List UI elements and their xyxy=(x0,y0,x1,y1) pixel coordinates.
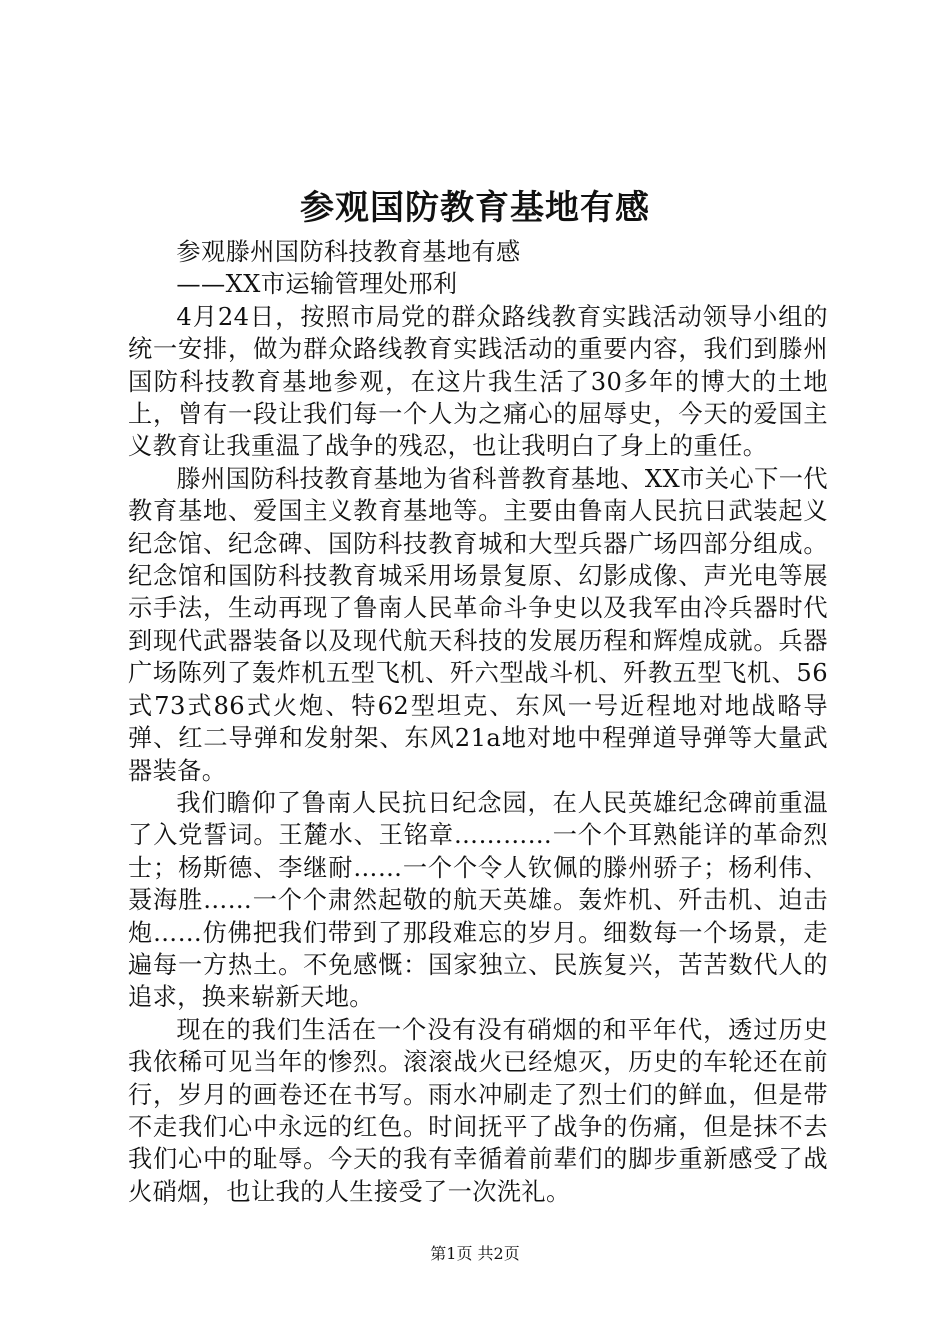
paragraph-1: 4月24日，按照市局党的群众路线教育实践活动领导小组的统一安排，做为群众路线教育实践活动的重要内容，我们到滕州国防科技教育基地参观，在这片我生活了30多年的博大的土地上，曾有一段让我们每一个人为之痛心的屈辱史，今天的爱国主义教育让我重温了战争的残忍，也让我明白了身上的重任。 xyxy=(128,302,828,461)
paragraph-2: 滕州国防科技教育基地为省科普教育基地、XX市关心下一代教育基地、爱国主义教育基地等。主要由鲁南人民抗日武装起义纪念馆、纪念碑、国防科技教育城和大型兵器广场四部分组成。纪念馆和国防科技教育城采用场景复原、幻影成像、声光电等展示手法，生动再现了鲁南人民革命斗争史以及我军由冷兵器时代到现代武器装备以及现代航天科技的发展历程和辉煌成就。兵器广场陈列了轰炸机五型飞机、歼六型战斗机、歼教五型飞机、56式73式86式火炮、特62型坦克、东风一号近程地对地战略导弹、红二导弹和发射架、东风21a地对地中程弹道导弹等大量武器装备。 xyxy=(128,464,828,785)
author-line: ——XX市运输管理处邢利 xyxy=(176,270,458,299)
document-title: 参观国防教育基地有感 xyxy=(300,188,650,228)
paragraph-4: 现在的我们生活在一个没有没有硝烟的和平年代，透过历史我依稀可见当年的惨烈。滚滚战火已经熄灭，历史的车轮还在前行，岁月的画卷还在书写。雨水冲刷走了烈士们的鲜血，但是带不走我们心中永远的红色。时间抚平了战争的伤痛，但是抹不去我们心中的耻辱。今天的我有幸循着前辈们的脚步重新感受了战火硝烟，也让我的人生接受了一次洗礼。 xyxy=(128,1015,828,1206)
page-footer: 第1页 共2页 xyxy=(430,1244,520,1263)
document-body xyxy=(128,236,828,1208)
paragraph-3: 我们瞻仰了鲁南人民抗日纪念园，在人民英雄纪念碑前重温了入党誓词。王麓水、王铭章…………一个个耳熟能详的革命烈士；杨斯德、李继耐……一个个令人钦佩的滕州骄子；杨利伟、聂海胜……一个个肃然起敬的航天英雄。轰炸机、歼击机、迫击炮……仿佛把我们带到了那段难忘的岁月。细数每一个场景，走遍每一方热土。不免感慨：国家独立、民族复兴，苦苦数代人的追求，换来崭新天地。 xyxy=(128,788,828,1012)
subtitle-line: 参观滕州国防科技教育基地有感 xyxy=(176,238,521,266)
